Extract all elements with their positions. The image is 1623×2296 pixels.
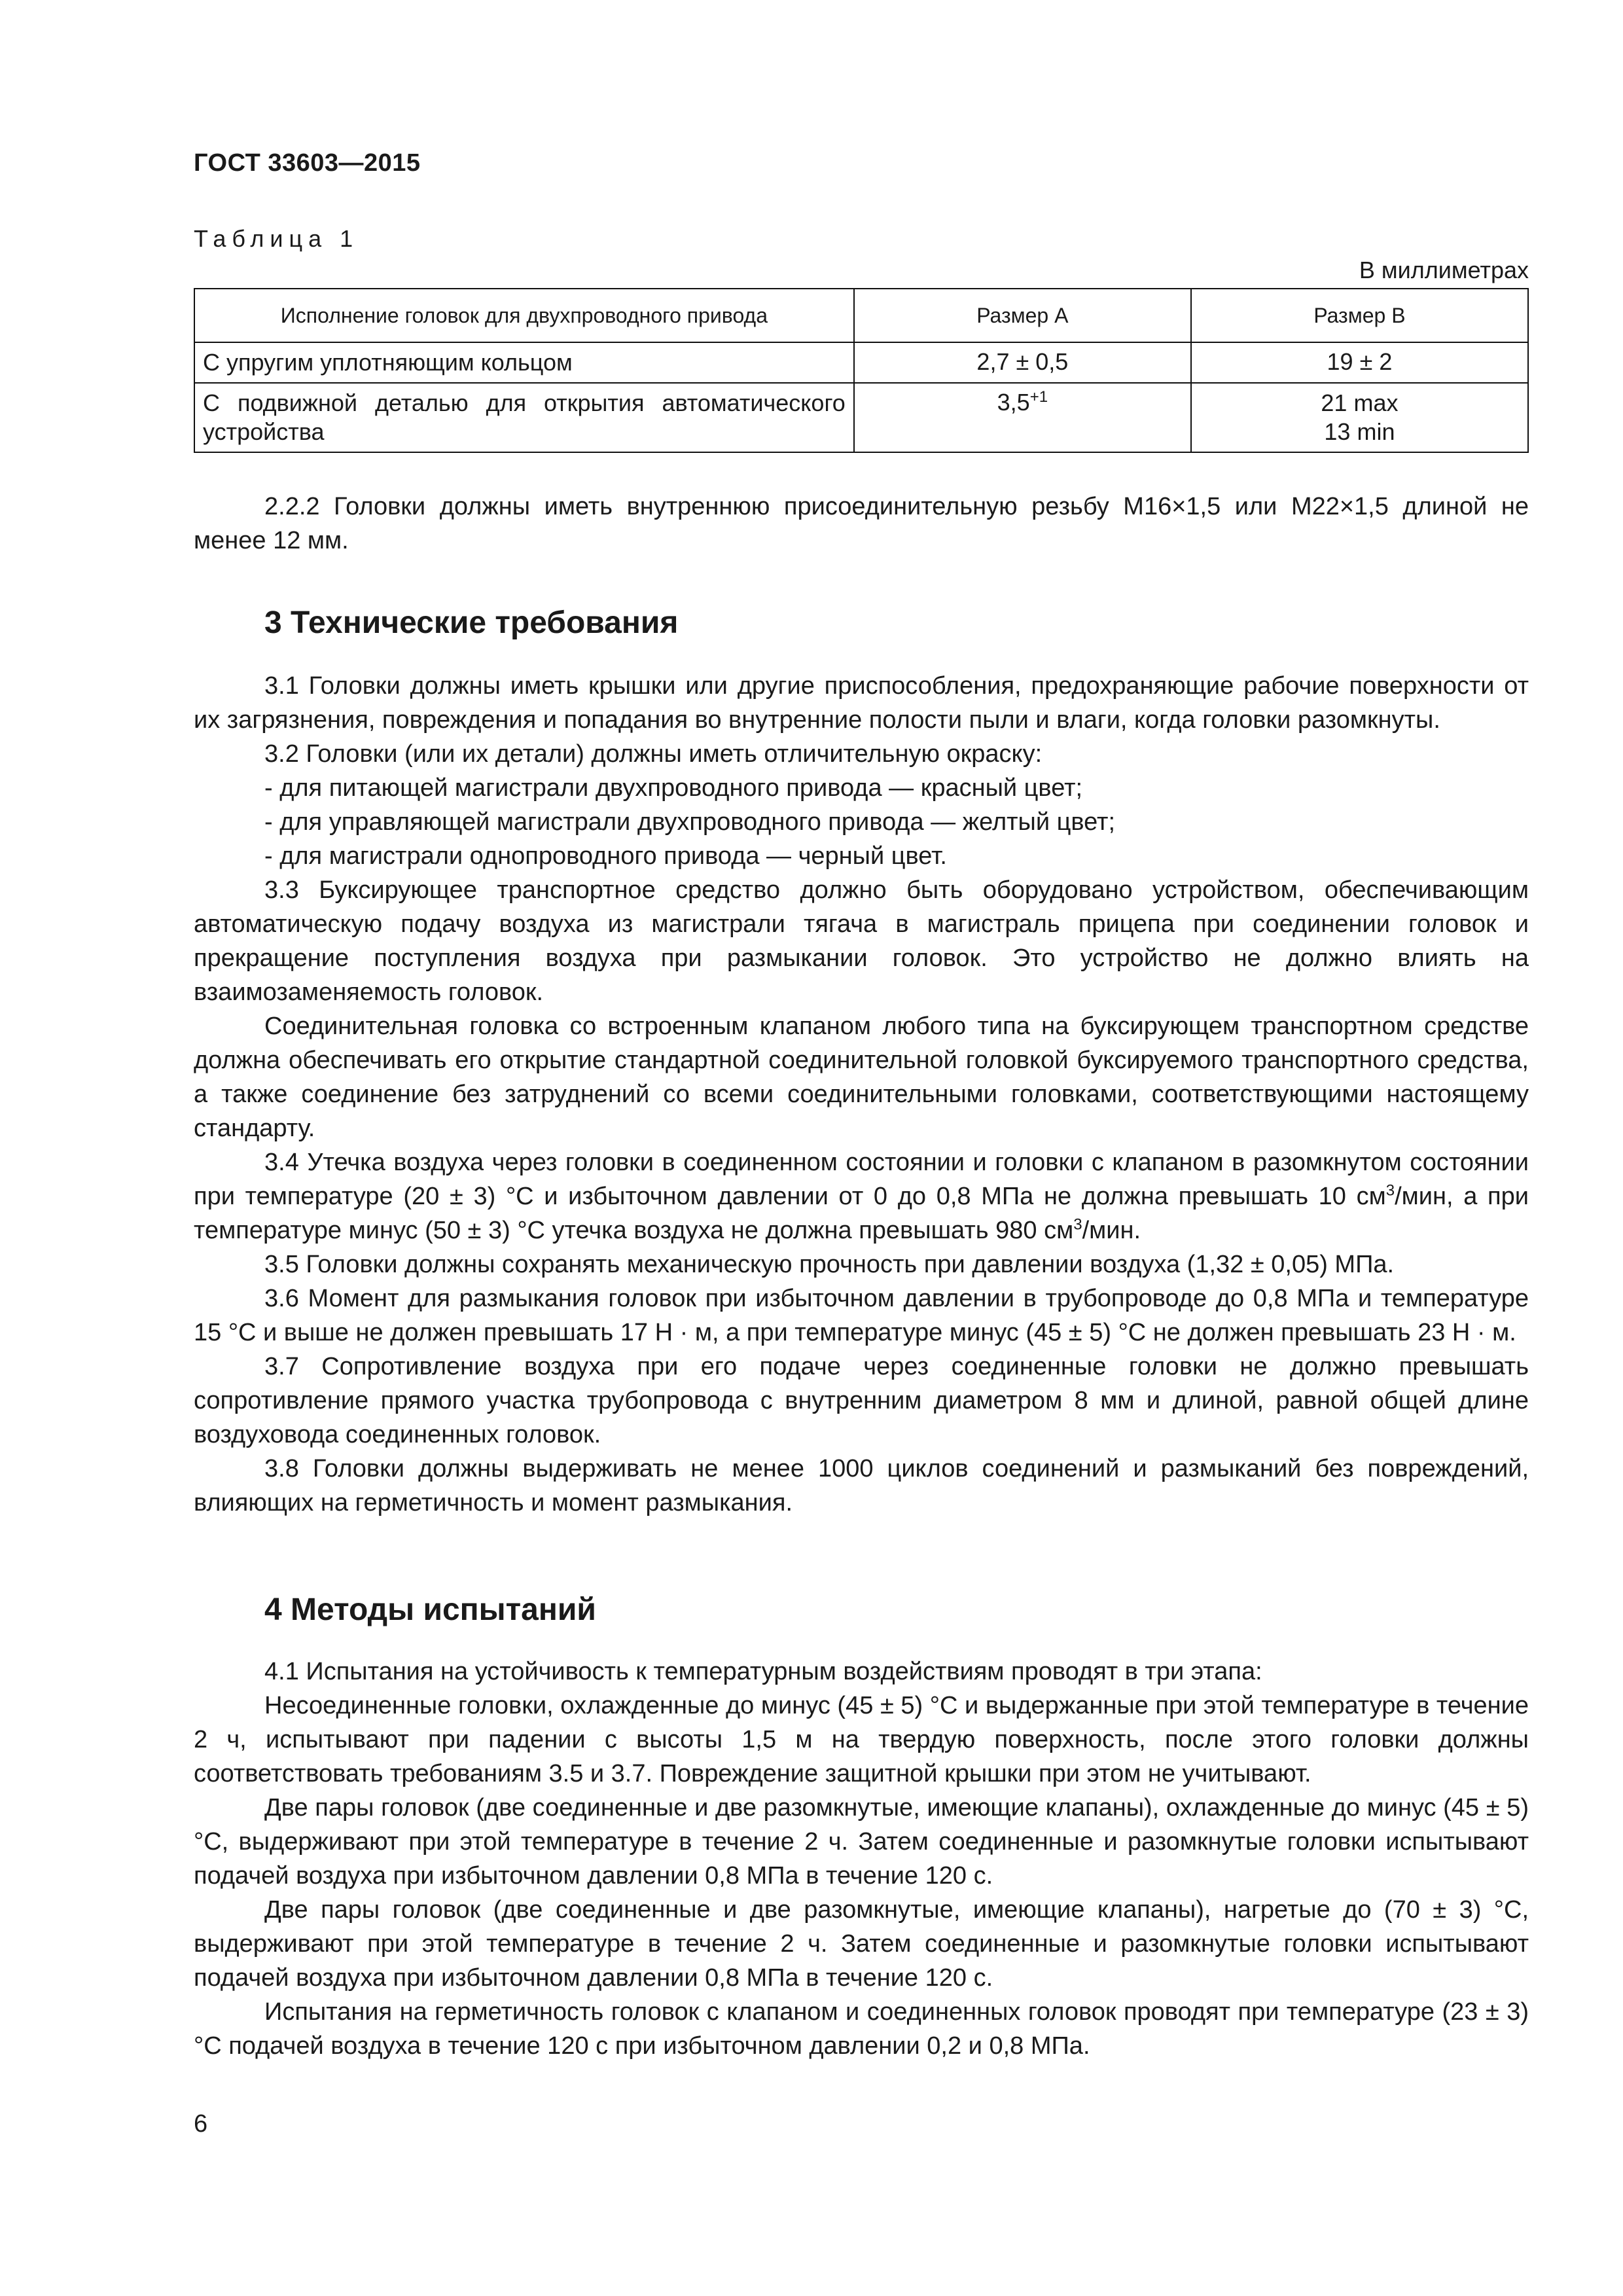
- column-header: Размер A: [854, 289, 1191, 342]
- column-header: Размер B: [1191, 289, 1528, 342]
- superscript: 3: [1385, 1181, 1395, 1200]
- list-item: - для питающей магистрали двухпроводного привода — красный цвет;: [264, 774, 1083, 802]
- size-a-value: 2,7 ± 0,5: [976, 348, 1069, 375]
- table-cell-size-a: [854, 383, 1191, 452]
- paragraph: [194, 1145, 1529, 1247]
- table-cell-size-a: [854, 342, 1191, 383]
- size-b-max: 21 max: [1321, 389, 1399, 416]
- text-run: /мин.: [1082, 1217, 1141, 1244]
- superscript: 3: [1073, 1215, 1082, 1234]
- paragraph: Две пары головок (две соединенные и две разомкнутые, имеющие клапаны), охлажденные до минус (45 ± 5) °С, выдерживают при этой температуре в течение 2 ч. Затем соединенные и разомкнутые головки испытывают подачей воздуха при избыточном давлении 0,8 МПа в течение 120 с.: [194, 1794, 1529, 1890]
- dimensions-table: [194, 288, 1529, 453]
- paragraph: 3.8 Головки должны выдерживать не менее 1000 циклов соединений и размыканий без повреждений, влияющих на герметичность и момент размыкания.: [194, 1455, 1529, 1516]
- section-3-title: 3 Технические требования: [264, 605, 679, 640]
- table-row: [194, 383, 1528, 452]
- paragraph: 3.1 Головки должны иметь крышки или другие приспособления, предохраняющие рабочие поверхности от их загрязнения, повреждения и попадания во внутренние полости пыли и влаги, когда головки разомкнуты.: [194, 672, 1529, 734]
- size-a-value: 3,5: [997, 389, 1030, 416]
- paragraph: 3.7 Сопротивление воздуха при его подаче через соединенные головки не должно превышать сопротивление прямого участка трубопровода с внутренним диаметром 8 мм и длиной, равной общей длине воздуховода соединенных головок.: [194, 1353, 1529, 1448]
- paragraph: 3.2 Головки (или их детали) должны иметь отличительную окраску:: [264, 740, 1043, 768]
- table-caption: Таблица 1: [194, 225, 359, 252]
- list-item: - для управляющей магистрали двухпроводного привода — желтый цвет;: [264, 808, 1116, 836]
- table-cell-desc: С подвижной деталью для открытия автоматического устройства: [194, 383, 854, 452]
- size-a-tolerance: +1: [1029, 388, 1048, 406]
- table-cell-desc: С упругим уплотняющим кольцом: [194, 342, 854, 383]
- paragraph: 3.3 Буксирующее транспортное средство должно быть оборудовано устройством, обеспечивающим автоматическую подачу воздуха из магистрали тягача в магистраль прицепа при соединении головок и прекращение поступления воздуха при размыкании головок. Это устройство не должно влиять на взаимозаменяемость головок.: [194, 876, 1529, 1006]
- section-4-body: [194, 1655, 1529, 2063]
- table-cell-size-b: [1191, 342, 1528, 383]
- document-header: ГОСТ 33603—2015: [194, 149, 421, 177]
- section-3-body: [194, 669, 1529, 1520]
- size-b-min: 13 min: [1324, 418, 1395, 445]
- section-4-title: 4 Методы испытаний: [264, 1592, 596, 1627]
- paragraph: Две пары головок (две соединенные и две разомкнутые, имеющие клапаны), нагретые до (70 ± 3) °С, выдерживают при этой температуре в течение 2 ч. Затем соединенные и разомкнутые головки испытывают подачей воздуха при избыточном давлении 0,8 МПа в течение 120 с.: [194, 1896, 1529, 1992]
- paragraph: Испытания на герметичность головок с клапаном и соединенных головок проводят при температуре (23 ± 3) °С подачей воздуха в течение 120 с при избыточном давлении 0,2 и 0,8 МПа.: [194, 1998, 1529, 2060]
- paragraph: 3.5 Головки должны сохранять механическую прочность при давлении воздуха (1,32 ± 0,05) МПа.: [264, 1251, 1395, 1278]
- paragraph: 3.6 Момент для размыкания головок при избыточном давлении в трубопроводе до 0,8 МПа и температуре 15 °С и выше не должен превышать 17 Н · м, а при температуре минус (45 ± 5) °С не должен превышать 23 Н · м.: [194, 1285, 1529, 1346]
- page-number: 6: [194, 2110, 208, 2138]
- table-row: [194, 342, 1528, 383]
- column-header: Исполнение головок для двухпроводного привода: [194, 289, 854, 342]
- paragraph: 4.1 Испытания на устойчивость к температурным воздействиям проводят в три этапа:: [264, 1658, 1262, 1685]
- clause-2-2-2: [194, 490, 1529, 558]
- size-b-value: 19 ± 2: [1327, 348, 1393, 375]
- table-cell-size-b: [1191, 383, 1528, 452]
- paragraph: Соединительная головка со встроенным клапаном любого типа на буксирующем транспортном средстве должна обеспечивать его открытие стандартной соединительной головкой буксируемого транспортного средства, а также соединение без затруднений со всеми соединительными головками, соответствующими настоящему стандарту.: [194, 1013, 1529, 1142]
- paragraph: Несоединенные головки, охлажденные до минус (45 ± 5) °С и выдержанные при этой температуре в течение 2 ч, испытывают при падении с высоты 1,5 м на твердую поверхность, после этого головки должны соответствовать требованиям 3.5 и 3.7. Повреждение защитной крышки при этом не учитывают.: [194, 1692, 1529, 1787]
- list-item: - для магистрали однопроводного привода — черный цвет.: [264, 842, 947, 870]
- units-note: В миллиметрах: [1359, 257, 1529, 283]
- text-run: 3.4 Утечка воздуха через головки в соединенном состоянии и головки с клапаном в разомкнутом состоянии при температуре (20 ± 3) °С и избыточном давлении от 0 до 0,8 МПа не должна превышать 10 см: [194, 1149, 1529, 1210]
- text-run: /мин, а при температуре минус (50 ± 3) °С утечка воздуха не должна превышать 980 см: [194, 1183, 1529, 1244]
- table-header-row: [194, 289, 1528, 342]
- paragraph: 2.2.2 Головки должны иметь внутреннюю присоединительную резьбу M16×1,5 или M22×1,5 длиной не менее 12 мм.: [194, 493, 1529, 554]
